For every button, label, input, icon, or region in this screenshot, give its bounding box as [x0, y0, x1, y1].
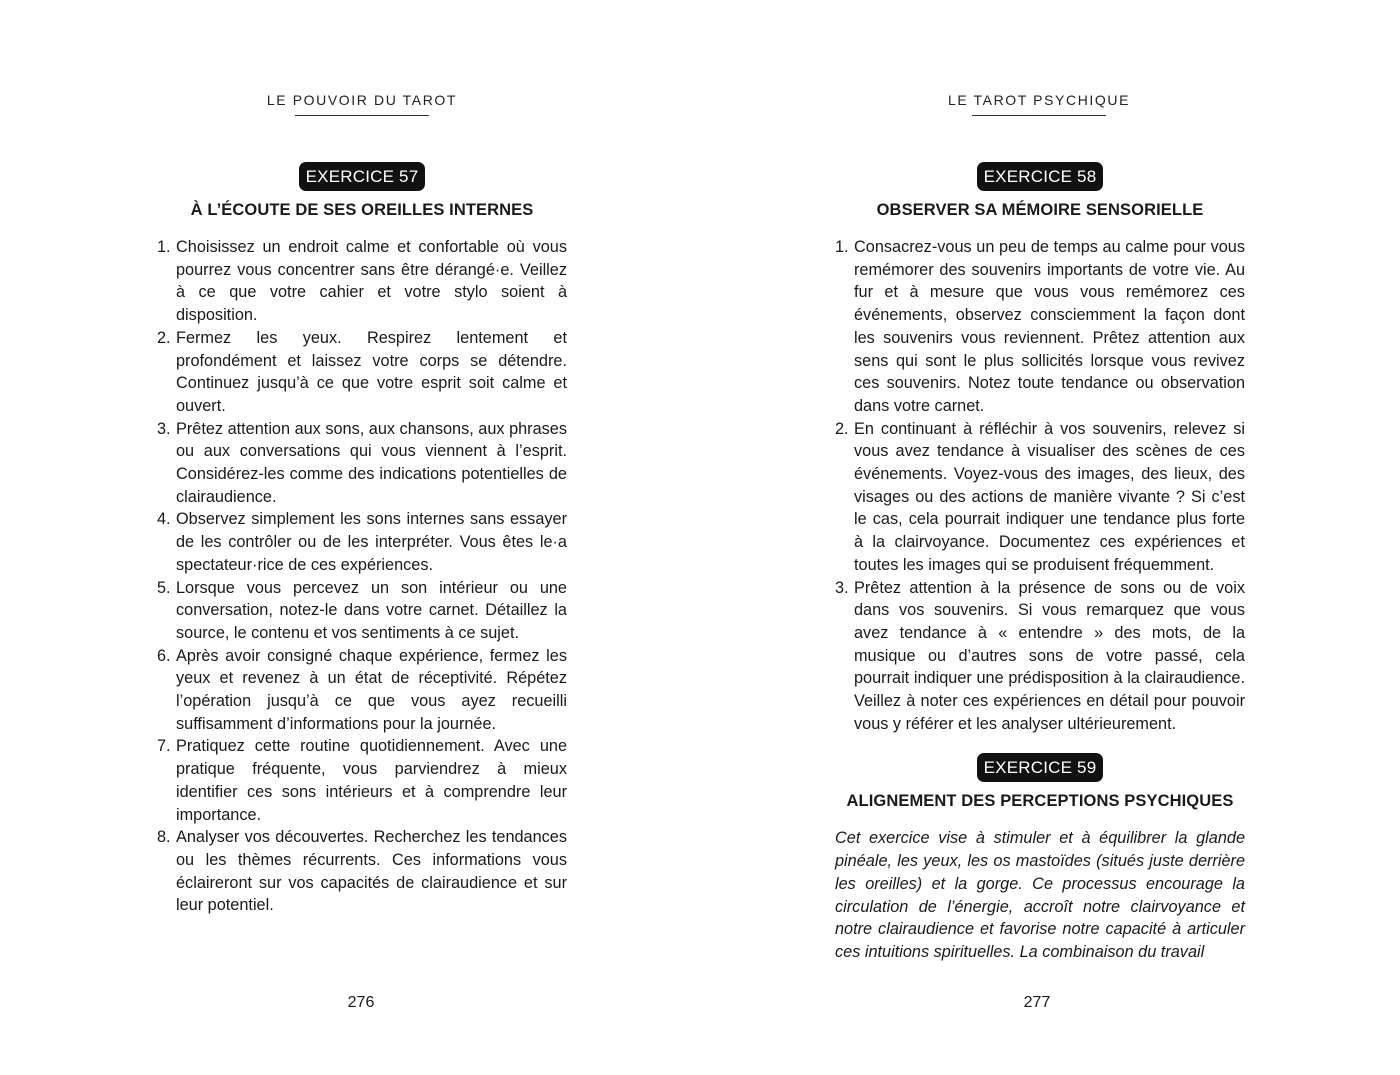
step-number: 2.: [157, 328, 171, 347]
list-item: [157, 327, 567, 418]
list-item: [157, 508, 567, 576]
exercise-header: [835, 753, 1245, 811]
step-text: En continuant à réfléchir à vos souvenirs, relevez si vous avez tendance à visualiser des scènes de ces événements. Voyez-vous des images, des lieux, des visages ou des actions de manière vivante ? Si c’est le cas, cela pourrait indiquer une tendance plus forte à la clairvoyance. Documentez ces expériences et toutes les images qui se produisent fréquemment.: [854, 419, 1245, 574]
step-text: Prêtez attention aux sons, aux chansons, aux phrases ou aux conversations qui vous viennent à l’esprit. Considérez-les comme des indications potentielles de clairaudience.: [176, 419, 567, 506]
step-number: 6.: [157, 646, 171, 665]
list-item: [835, 418, 1245, 577]
step-number: 5.: [157, 578, 171, 597]
exercise-intro: Cet exercice vise à stimuler et à équilibrer la glande pinéale, les yeux, les os mastoïdes (situés juste derrière les oreilles) et la gorge. Ce processus encourage la circulation de l’énergie, accroît notre clairvoyance et notre clairaudience et favorise notre capacité à articuler ces intuitions spirituelles. La combinaison du travail: [835, 829, 1245, 961]
step-text: Consacrez-vous un peu de temps au calme pour vous remémorer des souvenirs importants de votre vie. Au fur et à mesure que vous vous remémorez ces événements, observez consciemment la façon dont les souvenirs vous reviennent. Prêtez attention aux sens qui sont le plus sollicités lorsque vous revivez ces souvenirs. Notez toute tendance ou observation dans votre carnet.: [854, 238, 1245, 415]
list-item: [157, 645, 567, 736]
step-text: Choisissez un endroit calme et confortable où vous pourrez vous concentrer sans être dérangé·e. Veillez à ce que votre cahier et votre stylo soient à disposition.: [176, 238, 567, 325]
step-text: Lorsque vous percevez un son intérieur ou une conversation, notez-le dans votre carnet. Détaillez la source, le contenu et vos sentiments à ce sujet.: [176, 578, 567, 642]
step-text: Fermez les yeux. Respirez lentement et profondément et laissez votre corps se détendre. Continuez jusqu’à ce que votre esprit soit calme et ouvert.: [176, 328, 567, 415]
list-item: [157, 826, 567, 917]
page-number: 276: [347, 994, 375, 1011]
exercise-badge: EXERCICE 59: [977, 753, 1104, 782]
list-item: [157, 577, 567, 645]
step-number: 4.: [157, 510, 171, 529]
exercise-title: OBSERVER SA MÉMOIRE SENSORIELLE: [876, 201, 1204, 219]
running-head-rule: [295, 115, 429, 116]
running-head: [939, 92, 1139, 116]
exercise-title: ALIGNEMENT DES PERCEPTIONS PSYCHIQUES: [846, 792, 1234, 811]
exercise-header: [157, 162, 567, 220]
exercise-badge: EXERCICE 58: [977, 162, 1104, 191]
exercise-steps: [835, 236, 1245, 735]
running-head: [262, 92, 462, 116]
exercise-header: [835, 162, 1245, 220]
step-number: 3.: [835, 578, 849, 597]
step-number: 8.: [157, 828, 171, 847]
running-head-text: LE TAROT PSYCHIQUE: [947, 92, 1131, 108]
step-text: Analyser vos découvertes. Recherchez les tendances ou les thèmes récurrents. Ces informations vous éclaireront sur vos capacités de clairaudience et sur leur potentiel.: [176, 828, 567, 915]
left-column: [157, 162, 567, 917]
list-item: [157, 418, 567, 509]
running-head-rule: [972, 115, 1106, 116]
right-page: [700, 0, 1400, 1075]
exercise-badge: EXERCICE 57: [299, 162, 426, 191]
exercise-steps: [157, 236, 567, 917]
list-item: [157, 236, 567, 327]
step-number: 1.: [835, 238, 849, 256]
right-column: [835, 162, 1245, 980]
step-number: 2.: [835, 419, 849, 438]
step-text: Pratiquez cette routine quotidiennement. Avec une pratique fréquente, vous parviendrez à mieux identifier ces sons intérieurs et à comprendre leur importance.: [176, 737, 567, 824]
step-number: 3.: [157, 419, 171, 438]
step-number: 1.: [157, 238, 171, 256]
exercise-title: À L’ÉCOUTE DE SES OREILLES INTERNES: [190, 201, 534, 219]
step-text: Prêtez attention à la présence de sons ou de voix dans vos souvenirs. Si vous remarquez que vous avez tendance à « entendre » des mots, de la musique ou d’autres sons de votre passé, cela pourrait indiquer une prédisposition à la clairaudience. Veillez à noter ces expériences en détail pour pouvoir vous y référer et les analyser ultérieurement.: [854, 578, 1245, 733]
page-number: 277: [1023, 994, 1051, 1011]
step-text: Observez simplement les sons internes sans essayer de les contrôler ou de les interpréter. Vous êtes le·a spectateur·rice de ces expériences.: [176, 510, 567, 574]
list-item: [157, 735, 567, 826]
list-item: [835, 236, 1245, 418]
list-item: [835, 577, 1245, 736]
step-text: Après avoir consigné chaque expérience, fermez les yeux et revenez à un état de réceptivité. Répétez l’opération jusqu’à ce que vous ayez recueilli suffisamment d’informations pour la journée.: [176, 646, 567, 733]
step-number: 7.: [157, 737, 171, 756]
running-head-text: LE POUVOIR DU TAROT: [266, 92, 458, 108]
